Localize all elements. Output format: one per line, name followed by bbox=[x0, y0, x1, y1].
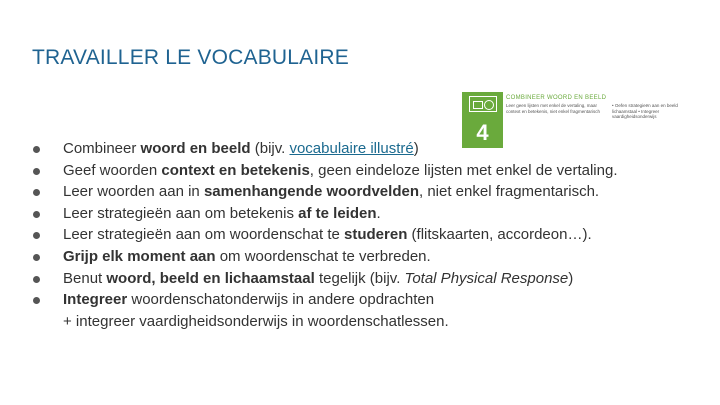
emphasis: woord, beeld en lichaamstaal bbox=[106, 269, 315, 287]
card-title: COMBINEER WOORD EN BEELD bbox=[506, 95, 607, 101]
bullet-icon bbox=[33, 232, 40, 239]
emphasis: Integreer bbox=[63, 291, 128, 309]
text: woordenschatonderwijs in andere opdrachten bbox=[127, 291, 435, 309]
list-item bbox=[33, 203, 618, 225]
bullet-list bbox=[33, 138, 618, 332]
vocabulaire-illustre-link[interactable]: vocabulaire illustré bbox=[289, 140, 414, 157]
list-item bbox=[33, 160, 618, 182]
list-item bbox=[33, 289, 618, 332]
text: Leer strategieën aan om betekenis bbox=[63, 204, 299, 222]
text: tegelijk (bijv. bbox=[314, 269, 405, 287]
text: ) bbox=[568, 269, 574, 287]
text: Benut bbox=[63, 269, 107, 287]
continuation-text: + integreer vaardigheidsonderwijs in woordenschatlessen. bbox=[63, 312, 449, 330]
bullet-icon bbox=[33, 146, 40, 153]
bullet-icon bbox=[33, 189, 40, 196]
emphasis: context en betekenis bbox=[161, 161, 310, 179]
card-text-right: • Oefen strategieën aan en beeld lichaamstaal • Integreer vaardigheidsonderwijs bbox=[612, 103, 678, 119]
word-image-icon bbox=[469, 96, 497, 112]
text: , niet enkel fragmentarisch. bbox=[418, 183, 600, 201]
bullet-icon bbox=[33, 297, 40, 304]
emphasis: af te leiden bbox=[298, 204, 377, 222]
emphasis: Grijp elk moment aan bbox=[63, 247, 216, 265]
text: (bijv. bbox=[250, 140, 290, 157]
text: Leer strategieën aan om woordenschat te bbox=[63, 226, 345, 244]
text: om woordenschat te verbreden. bbox=[215, 247, 431, 265]
list-item bbox=[33, 246, 618, 268]
text: (flitskaarten, accordeon…). bbox=[407, 226, 592, 244]
card-text-left: Leer geen lijsten met enkel de vertaling, maar context en betekenis, niet enkel fragmentarisch bbox=[506, 103, 601, 114]
slide-title: TRAVAILLER LE VOCABULAIRE bbox=[32, 46, 349, 69]
text: ) bbox=[413, 140, 419, 157]
text: Leer woorden aan in bbox=[63, 183, 204, 201]
bullet-icon bbox=[33, 254, 40, 261]
text: Combineer bbox=[63, 140, 141, 157]
emphasis: studeren bbox=[344, 226, 408, 244]
list-item bbox=[33, 181, 618, 203]
text: Geef woorden bbox=[63, 161, 162, 179]
text: , geen eindeloze lijsten met enkel de vertaling. bbox=[309, 161, 618, 179]
list-item bbox=[33, 224, 618, 246]
card-number: 4 bbox=[476, 120, 489, 145]
bullet-icon bbox=[33, 168, 40, 175]
list-item bbox=[33, 138, 618, 160]
list-item bbox=[33, 268, 618, 290]
text: . bbox=[376, 204, 381, 222]
bullet-icon bbox=[33, 276, 40, 283]
emphasis: woord en beeld bbox=[140, 140, 251, 157]
emphasis-italic: Total Physical Response bbox=[404, 269, 569, 287]
bullet-icon bbox=[33, 211, 40, 218]
emphasis: samenhangende woordvelden bbox=[203, 183, 419, 201]
